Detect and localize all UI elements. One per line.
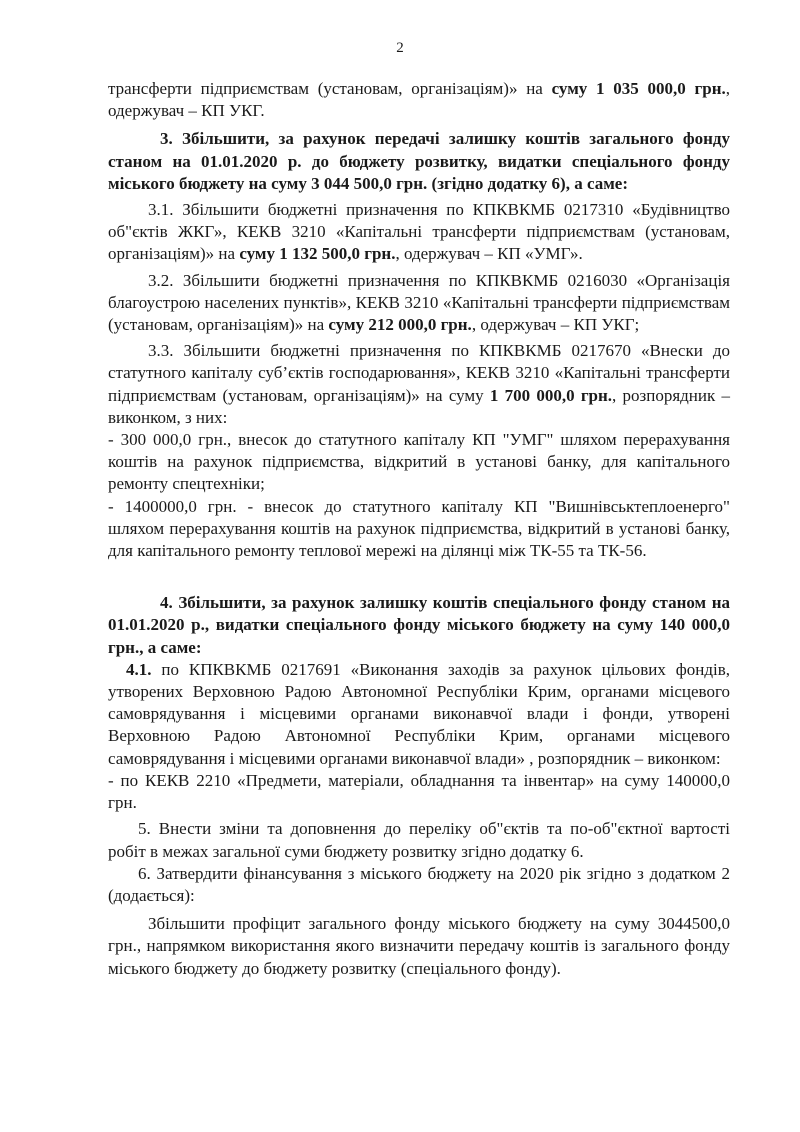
paragraph-3-1: 3.1. Збільшити бюджетні призначення по КПКВКМБ 0217310 «Будівництво об"єктів ЖКГ», КЕКВ 3210 «Капітальні трансферти підприємствам (установам, організаціям)» на суму 1 132 500,0 грн., одержувач – КП «УМГ».: [108, 200, 730, 264]
section-4-heading: 4. Збільшити, за рахунок залишку коштів спеціального фонду станом на 01.01.2020 р., видатки спеціального фонду міського бюджету на суму 140 000,0 грн., а саме:: [108, 593, 730, 657]
list-item-3-3-b: - 1400000,0 грн. - внесок до статутного капіталу КП "Вишнівськтеплоенерго" шляхом перерахування коштів на рахунок підприємства, відкритий в установі банку, для капітального ремонту теплової мережі на ділянці між ТК-55 та ТК-56.: [108, 496, 730, 561]
paragraph-4-1: 4.1. по КПКВКМБ 0217691 «Виконання заходів за рахунок цільових фондів, утворених Верховною Радою Автономної Республіки Крим, органами місцевого самоврядування і місцевими органами виконавчої влади і фонди, утворені Верховною Радою Автономної Республіки Крим, органами місцевого самоврядування і місцевими органами виконавчої влади» , розпорядник – виконком:: [108, 659, 730, 768]
list-item-4-1-a: - по КЕКВ 2210 «Предмети, матеріали, обладнання та інвентар» на суму 140000,0 грн.: [108, 770, 730, 813]
document-body: [108, 78, 730, 980]
paragraph-3-3: 3.3. Збільшити бюджетні призначення по КПКВКМБ 0217670 «Внески до статутного капіталу суб’єктів господарювання», КЕКВ 3210 «Капітальні трансферти підприємствам (установам, організаціям)» на суму 1 700 000,0 грн., розпорядник – виконком, з них:: [108, 341, 730, 427]
paragraph-continuation: трансферти підприємствам (установам, організаціям)» на суму 1 035 000,0 грн., одержувач – КП УКГ.: [108, 79, 730, 121]
list-item-3-3-a: - 300 000,0 грн., внесок до статутного капіталу КП "УМГ" шляхом перерахування коштів на рахунок підприємства, відкритий в установі банку, для капітального ремонту спецтехніки;: [108, 430, 730, 494]
section-3-heading: 3. Збільшити, за рахунок передачі залишку коштів загального фонду станом на 01.01.2020 р. до бюджету розвитку, видатки спеціального фонду міського бюджету на суму 3 044 500,0 грн. (згідно додатку 6), а саме:: [108, 129, 730, 193]
page-number: 2: [396, 40, 404, 56]
paragraph-5: 5. Внести зміни та доповнення до переліку об"єктів та по-об"єктної вартості робіт в межах загальної суми бюджету розвитку згідно додатку 6.: [108, 819, 730, 861]
paragraph-3-2: 3.2. Збільшити бюджетні призначення по КПКВКМБ 0216030 «Організація благоустрою населених пунктів», КЕКВ 3210 «Капітальні трансферти підприємствам (установам, організаціям)» на суму 212 000,0 грн., одержувач – КП УКГ;: [108, 270, 730, 335]
paragraph-6: 6. Затвердити фінансування з міського бюджету на 2020 рік згідно з додатком 2 (додається):: [108, 863, 730, 905]
paragraph-7: Збільшити профіцит загального фонду міського бюджету на суму 3044500,0 грн., напрямком використання якого визначити передачу коштів із загального фонду міського бюджету до бюджету розвитку (спеціального фонду).: [108, 914, 730, 978]
